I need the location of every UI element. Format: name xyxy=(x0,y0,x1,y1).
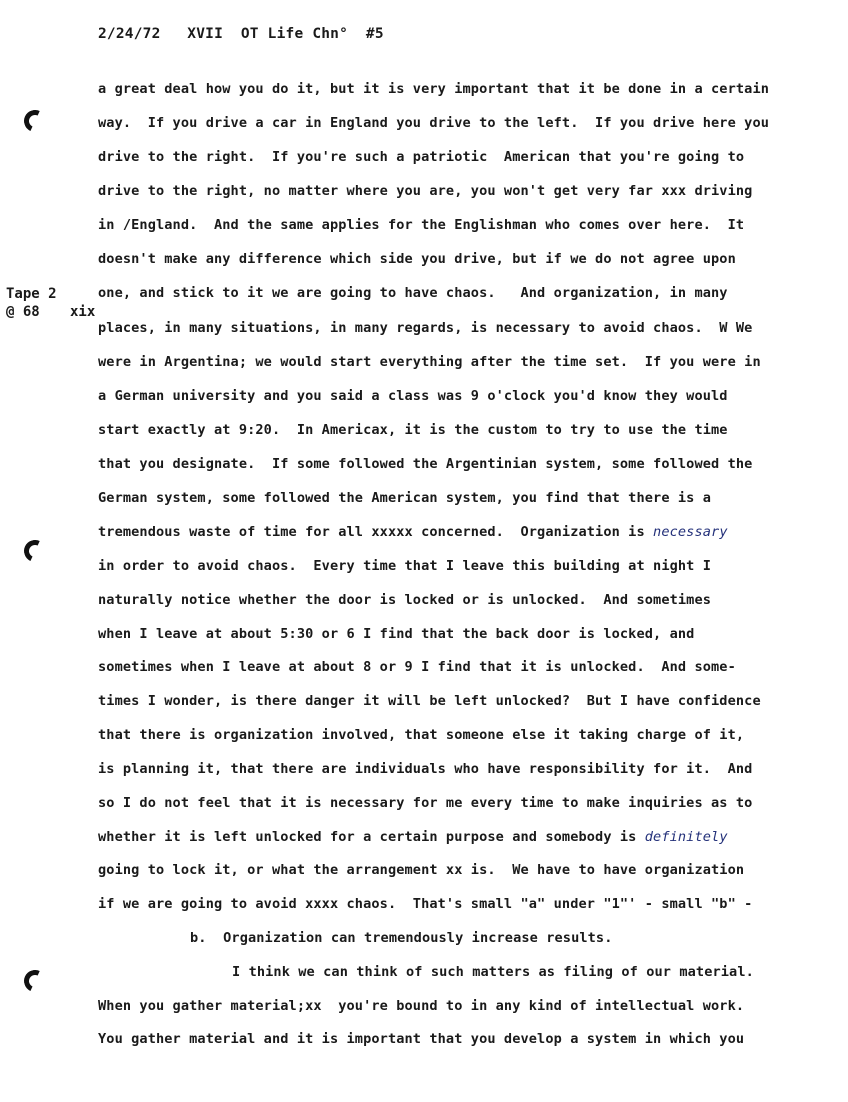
text-line: drive to the right. If you're such a patriotic American that you're going to xyxy=(98,149,745,165)
text-line: one, and stick to it we are going to have chaos. And organization, in many xyxy=(98,285,728,301)
text-line: start exactly at 9:20. In Americax, it is the custom to try to use the time xyxy=(98,422,728,438)
text-line: if we are going to avoid xxxx chaos. That's small "a" under "1"' - small "b" - xyxy=(98,896,753,912)
text-line: were in Argentina; we would start everything after the time set. If you were in xyxy=(98,354,761,370)
text-line: tremendous waste of time for all xxxxx concerned. Organization is xyxy=(98,524,654,540)
text-line: way. If you drive a car in England you drive to the left. If you drive here you xyxy=(98,115,770,131)
text-line: a great deal how you do it, but it is very important that it be done in a certain xyxy=(98,81,770,97)
punch-hole-mark xyxy=(21,967,49,995)
text-line: doesn't make any difference which side you drive, but if we do not agree upon xyxy=(98,251,736,267)
margin-tape-note: Tape 2 xyxy=(6,286,57,302)
text-line: whether it is left unlocked for a certain purpose and somebody is xyxy=(98,829,645,845)
text-line-with-insert xyxy=(98,829,728,845)
text-line: When you gather material;xx you're bound to in any kind of intellectual work. xyxy=(98,998,745,1014)
text-line: German system, some followed the American system, you find that there is a xyxy=(98,490,712,506)
page-header: 2/24/72 XVII OT Life Chn° #5 xyxy=(98,26,384,42)
handwritten-insert: necessary xyxy=(653,524,728,540)
text-line: going to lock it, or what the arrangement xx is. We have to have organization xyxy=(98,862,745,878)
text-line: a German university and you said a class was 9 o'clock you'd know they would xyxy=(98,388,728,404)
text-line: in /England. And the same applies for the Englishman who comes over here. It xyxy=(98,217,745,233)
text-line: I think we can think of such matters as filing of our material. xyxy=(232,964,754,980)
text-line-with-insert xyxy=(98,524,728,540)
text-line: places, in many situations, in many regards, is necessary to avoid chaos. W We xyxy=(98,320,753,336)
text-line: times I wonder, is there danger it will be left unlocked? But I have confidence xyxy=(98,693,761,709)
margin-tape-position: @ 68 xyxy=(6,304,40,320)
text-line: that you designate. If some followed the Argentinian system, some followed the xyxy=(98,456,753,472)
handwritten-insert: definitely xyxy=(644,829,728,845)
text-line: when I leave at about 5:30 or 6 I find that the back door is locked, and xyxy=(98,626,695,642)
text-line: naturally notice whether the door is locked or is unlocked. And sometimes xyxy=(98,592,712,608)
text-line: sometimes when I leave at about 8 or 9 I find that it is unlocked. And some- xyxy=(98,659,736,675)
text-line: that there is organization involved, that someone else it taking charge of it, xyxy=(98,727,745,743)
text-line: in order to avoid chaos. Every time that I leave this building at night I xyxy=(98,558,712,574)
text-line: is planning it, that there are individuals who have responsibility for it. And xyxy=(98,761,753,777)
text-line: You gather material and it is important that you develop a system in which you xyxy=(98,1031,745,1047)
margin-strikeout: xix xyxy=(70,304,96,320)
punch-hole-mark xyxy=(21,107,49,135)
text-line: so I do not feel that it is necessary for me every time to make inquiries as to xyxy=(98,795,753,811)
section-heading: b. Organization can tremendously increase results. xyxy=(190,930,613,946)
text-line: drive to the right, no matter where you are, you won't get very far xxx driving xyxy=(98,183,753,199)
punch-hole-mark xyxy=(21,537,49,565)
